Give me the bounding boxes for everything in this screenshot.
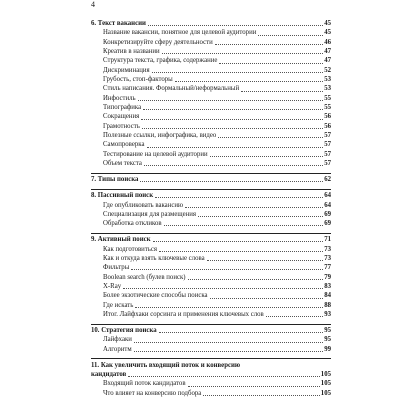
toc-dot-leader xyxy=(188,385,320,387)
toc-section-entry[interactable] xyxy=(91,245,331,254)
toc-entry-title: Где опубликовать вакансию xyxy=(103,201,184,209)
toc-dot-leader xyxy=(203,394,320,396)
toc-section-entry[interactable] xyxy=(91,273,331,282)
toc-entry-title: Более экзотические способы поиска xyxy=(103,292,208,300)
toc-dot-leader xyxy=(175,80,323,82)
toc-section-entry[interactable] xyxy=(91,210,331,219)
toc-dot-leader xyxy=(143,108,323,110)
toc-entry-page: 56 xyxy=(324,122,331,130)
toc-chapter-entry[interactable] xyxy=(91,191,331,200)
toc-dot-leader xyxy=(162,52,324,54)
toc-entry-page: 53 xyxy=(324,85,331,93)
toc-dot-leader xyxy=(155,196,323,198)
toc-section-entry[interactable] xyxy=(91,75,331,84)
toc-entry-page: 55 xyxy=(324,104,331,112)
toc-divider xyxy=(91,319,331,324)
toc-dot-leader xyxy=(266,315,323,317)
toc-entry-page: 52 xyxy=(324,66,331,74)
toc-section-entry[interactable] xyxy=(91,291,331,300)
toc-entry-page: 55 xyxy=(324,94,331,102)
toc-entry-page: 79 xyxy=(324,273,331,281)
toc-section-entry[interactable] xyxy=(91,282,331,291)
toc-entry-page: 47 xyxy=(324,57,331,65)
toc-entry-page: 69 xyxy=(324,220,331,228)
toc-section-entry[interactable] xyxy=(91,47,331,56)
toc-entry-page: 47 xyxy=(324,48,331,56)
toc-entry-page: 64 xyxy=(324,201,331,209)
toc-dot-leader xyxy=(210,155,324,157)
toc-entry-title: Грамотность xyxy=(103,122,140,130)
toc-dot-leader xyxy=(215,43,323,45)
toc-dot-leader xyxy=(241,90,323,92)
toc-section-entry[interactable] xyxy=(91,254,331,263)
toc-entry-title: Сокращения xyxy=(103,113,140,121)
toc-section-entry[interactable] xyxy=(91,159,331,168)
toc-entry-title: 9. Активный поиск xyxy=(91,236,151,244)
toc-entry-title: Типографика xyxy=(103,104,142,112)
toc-dot-leader xyxy=(134,350,324,352)
toc-entry-page: 73 xyxy=(324,245,331,253)
toc-section-entry[interactable] xyxy=(91,379,331,388)
toc-entry-page: 56 xyxy=(324,113,331,121)
toc-dot-leader xyxy=(128,375,320,377)
toc-entry-title: Входящий поток кандидатов xyxy=(103,380,186,388)
toc-dot-leader xyxy=(140,180,323,182)
toc-dot-leader xyxy=(153,240,324,242)
toc-section-entry[interactable] xyxy=(91,56,331,65)
toc-entry-page: 88 xyxy=(324,301,331,309)
toc-divider xyxy=(91,185,331,190)
toc-entry-title: 8. Пассивный поиск xyxy=(91,192,154,200)
toc-divider xyxy=(91,169,331,174)
toc-section-entry[interactable] xyxy=(91,301,331,310)
toc-chapter-entry[interactable] xyxy=(91,19,331,28)
toc-section-entry[interactable] xyxy=(91,389,331,398)
toc-entry-title: Грубость, стоп-факторы xyxy=(103,76,173,84)
toc-dot-leader xyxy=(138,99,324,101)
toc-entry-page: 83 xyxy=(324,283,331,290)
toc-entry-page: 64 xyxy=(324,192,331,200)
toc-entry-title: Название вакансии, понятное для целевой аудитории xyxy=(103,29,257,37)
toc-entry-title: Конкретизируйте сферу деятельности xyxy=(103,38,213,46)
toc-dot-leader xyxy=(144,164,323,166)
toc-entry-title: Самопроверка xyxy=(103,141,145,149)
toc-section-entry[interactable] xyxy=(91,66,331,75)
toc-entry-page: 95 xyxy=(324,327,331,335)
toc-entry-page: 95 xyxy=(324,336,331,344)
toc-section-entry[interactable] xyxy=(91,310,331,319)
toc-dot-leader xyxy=(135,306,323,308)
toc-section-entry[interactable] xyxy=(91,103,331,112)
toc-entry-page: 57 xyxy=(324,160,331,168)
toc-entry-title: Креатив в названии xyxy=(103,48,160,56)
toc-entry-page: 84 xyxy=(324,292,331,300)
toc-dot-leader xyxy=(147,146,324,148)
toc-entry-title: Итог. Лайфхаки сорсинга и применения ключевых слов xyxy=(103,311,264,319)
toc-entry-title: Фильтры xyxy=(103,264,130,272)
toc-entry-page: 105 xyxy=(320,389,331,397)
toc-dot-leader xyxy=(258,34,323,36)
toc-entry-title: Что влияет на конверсию подбора xyxy=(103,389,202,397)
toc-section-entry[interactable] xyxy=(91,38,331,47)
toc-section-entry[interactable] xyxy=(91,112,331,121)
toc-section-entry[interactable] xyxy=(91,140,331,149)
toc-entry-title: Лайфхаки xyxy=(103,336,132,344)
toc-entry-title: X-Ray xyxy=(103,283,122,290)
table-of-contents xyxy=(91,19,331,398)
toc-entry-page: 73 xyxy=(324,254,331,262)
toc-entry-page: 57 xyxy=(324,141,331,149)
toc-dot-leader xyxy=(152,71,324,73)
toc-dot-leader xyxy=(131,268,323,270)
toc-chapter-entry[interactable] xyxy=(91,361,331,370)
toc-entry-title: Полезные ссылки, инфографика, видео xyxy=(103,132,217,140)
toc-section-entry[interactable] xyxy=(91,28,331,37)
toc-dot-leader xyxy=(148,24,323,26)
toc-dot-leader xyxy=(198,215,323,217)
toc-chapter-entry[interactable] xyxy=(91,235,331,244)
toc-section-entry[interactable] xyxy=(91,219,331,228)
toc-dot-leader xyxy=(188,278,324,280)
toc-entry-title: 6. Текст вакансии xyxy=(91,20,146,27)
toc-entry-title: Обработка откликов xyxy=(103,220,162,228)
toc-entry-page: 69 xyxy=(324,210,331,218)
toc-dot-leader xyxy=(185,206,323,208)
toc-dot-leader xyxy=(123,287,323,289)
toc-entry-page: 62 xyxy=(324,176,331,184)
toc-entry-page: 57 xyxy=(324,150,331,158)
toc-divider xyxy=(91,354,331,359)
toc-dot-leader xyxy=(159,331,324,333)
toc-dot-leader xyxy=(164,224,324,226)
toc-section-entry[interactable] xyxy=(91,94,331,103)
toc-entry-title: Стиль написания. Формальный/неформальный xyxy=(103,85,240,93)
toc-entry-page: 99 xyxy=(324,345,331,353)
toc-entry-title: 10. Стратегия поиска xyxy=(91,327,157,335)
toc-entry-title: Как подготовиться xyxy=(103,245,158,253)
toc-entry-title: кандидатов xyxy=(91,371,127,379)
toc-entry-title: Тестирование на целевой аудитории xyxy=(103,150,208,158)
toc-entry-page: 45 xyxy=(324,29,331,37)
toc-entry-page: 45 xyxy=(324,20,331,27)
toc-section-entry[interactable] xyxy=(91,201,331,210)
toc-entry-title: Алгоритм xyxy=(103,345,132,353)
toc-section-entry[interactable] xyxy=(91,131,331,140)
toc-section-entry[interactable] xyxy=(91,84,331,93)
toc-entry-page: 71 xyxy=(324,236,331,244)
toc-entry-title: Дискриминация xyxy=(103,66,150,74)
toc-section-entry[interactable] xyxy=(91,150,331,159)
toc-dot-leader xyxy=(141,118,323,120)
toc-dot-leader xyxy=(207,259,324,261)
toc-entry-title: 11. Как увеличить входящий поток и конверсию xyxy=(91,361,241,369)
toc-section-entry[interactable] xyxy=(91,345,331,354)
toc-entry-title: Специализация для размещения xyxy=(103,210,197,218)
toc-entry-title: Структура текста, графика, содержание xyxy=(103,57,218,65)
toc-chapter-entry[interactable] xyxy=(91,370,331,379)
toc-divider xyxy=(91,229,331,234)
toc-entry-title: Объем текста xyxy=(103,160,142,168)
toc-chapter-entry[interactable] xyxy=(91,326,331,335)
toc-section-entry[interactable] xyxy=(91,122,331,131)
toc-entry-title: Где искать xyxy=(103,301,134,309)
toc-entry-title: Boolean search (булев поиск) xyxy=(103,273,186,281)
toc-section-entry[interactable] xyxy=(91,263,331,272)
toc-entry-page: 53 xyxy=(324,76,331,84)
toc-entry-page: 77 xyxy=(324,264,331,272)
page-number: 4 xyxy=(91,0,95,9)
toc-dot-leader xyxy=(134,341,323,343)
toc-entry-title: Инфостиль xyxy=(103,94,136,102)
toc-section-entry[interactable] xyxy=(91,335,331,344)
toc-entry-page: 105 xyxy=(320,371,331,379)
toc-entry-page: 46 xyxy=(324,38,331,46)
toc-entry-title: 7. Типы поиска xyxy=(91,176,139,184)
toc-dot-leader xyxy=(159,250,323,252)
toc-dot-leader xyxy=(210,297,324,299)
toc-dot-leader xyxy=(219,62,323,64)
toc-entry-page: 57 xyxy=(324,132,331,140)
toc-entry-title: Как и откуда взять ключевые слова xyxy=(103,254,205,262)
toc-dot-leader xyxy=(218,136,323,138)
toc-chapter-entry[interactable] xyxy=(91,175,331,184)
toc-dot-leader xyxy=(142,127,323,129)
toc-entry-page: 105 xyxy=(320,380,331,388)
toc-entry-page: 93 xyxy=(324,311,331,319)
